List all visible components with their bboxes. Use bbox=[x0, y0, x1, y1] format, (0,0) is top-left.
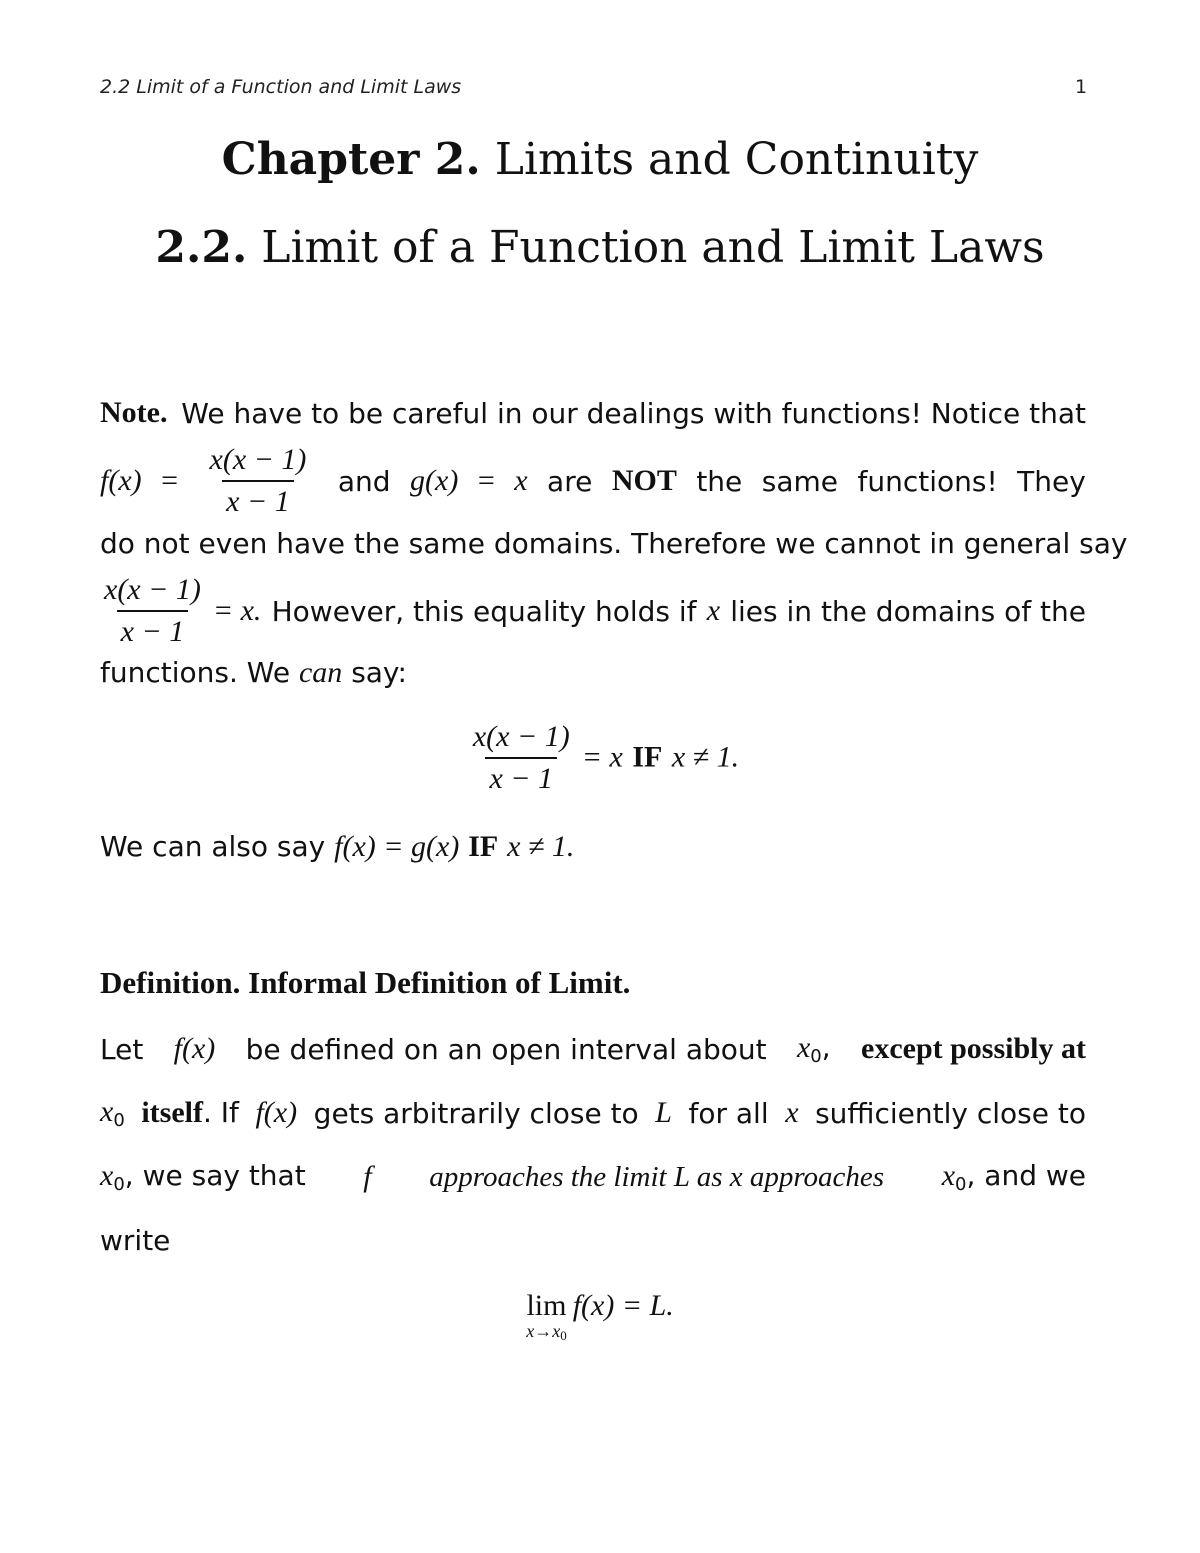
note-text-5a: functions. We bbox=[100, 656, 291, 689]
definition-line-3 bbox=[100, 1159, 1086, 1195]
lim-subscript-text: x→x bbox=[526, 1321, 561, 1341]
def-text-1: be defined on an open interval about bbox=[245, 1032, 767, 1066]
display-condition: x ≠ 1. bbox=[671, 740, 740, 774]
note-label: Note. bbox=[100, 396, 168, 429]
def-x0-2-sub: 0 bbox=[113, 1110, 125, 1131]
def-x0-3-sub: 0 bbox=[113, 1174, 125, 1195]
page-number: 1 bbox=[1075, 76, 1088, 98]
def-x0-4-sub: 0 bbox=[955, 1174, 967, 1195]
word-not: NOT bbox=[611, 464, 677, 497]
note-text-1: We have to be careful in our dealings with functions! Notice that bbox=[181, 396, 1086, 430]
chapter-title bbox=[0, 134, 1200, 185]
def-itself-group bbox=[141, 1096, 239, 1130]
def-x0-4-var: x bbox=[941, 1159, 956, 1192]
def-x0-3-var: x bbox=[100, 1159, 114, 1192]
def-L: L bbox=[655, 1096, 672, 1129]
def-x0-4 bbox=[942, 1159, 1086, 1195]
def-say-that: , we say that bbox=[124, 1159, 306, 1192]
running-header-title: 2.2 Limit of a Function and Limit Laws bbox=[100, 76, 462, 98]
fraction-2-denominator: x − 1 bbox=[117, 610, 189, 649]
lim-subscript bbox=[526, 1322, 566, 1345]
note-text-4b: lies in the domains of the bbox=[730, 594, 1086, 628]
definition-line-4: write bbox=[100, 1224, 171, 1257]
word-the: the bbox=[696, 464, 743, 498]
def-except-possibly: except possibly at bbox=[861, 1032, 1086, 1065]
word-they: They bbox=[1017, 464, 1086, 498]
def-fx-1: f(x) bbox=[173, 1032, 216, 1065]
section-title bbox=[0, 222, 1200, 273]
fraction-f bbox=[206, 443, 311, 519]
g-of-x: g(x) bbox=[410, 464, 459, 497]
section-label: 2.2. bbox=[155, 222, 248, 273]
display-equation bbox=[0, 720, 1200, 796]
word-and: and bbox=[337, 464, 391, 498]
fraction-2-numerator: x(x − 1) bbox=[104, 573, 201, 606]
def-x0-2 bbox=[100, 1095, 125, 1131]
lim-word: lim bbox=[526, 1289, 567, 1322]
note-text-5b: say: bbox=[351, 656, 407, 689]
limit-rhs: f(x) = L. bbox=[572, 1289, 674, 1322]
def-x0-1 bbox=[797, 1031, 831, 1067]
def-and-we: , and we bbox=[966, 1159, 1086, 1192]
chapter-name: Limits and Continuity bbox=[494, 134, 979, 185]
def-x0-3 bbox=[100, 1159, 306, 1195]
fraction-equality bbox=[100, 573, 261, 649]
display-eq-x: = x bbox=[581, 740, 623, 774]
also-condition: x ≠ 1. bbox=[507, 830, 575, 863]
also-if: IF bbox=[468, 830, 499, 863]
def-x0-2-var: x bbox=[100, 1095, 114, 1128]
def-approaches-phrase: approaches the limit L as x approaches bbox=[429, 1160, 885, 1193]
note-text-6: We can also say bbox=[100, 830, 326, 863]
note-line-6 bbox=[100, 830, 1086, 864]
def-if: . If bbox=[202, 1096, 239, 1129]
word-same: same bbox=[761, 464, 838, 498]
def-comma-1: , bbox=[821, 1031, 831, 1064]
word-can: can bbox=[298, 656, 343, 689]
note-line-5 bbox=[100, 656, 1086, 690]
display-fraction-denominator: x − 1 bbox=[485, 757, 557, 796]
chapter-label: Chapter 2. bbox=[221, 134, 481, 185]
def-itself: itself bbox=[141, 1096, 203, 1129]
definition-label: Definition. bbox=[100, 965, 241, 1000]
def-fx-2: f(x) bbox=[255, 1096, 298, 1129]
section-name: Limit of a Function and Limit Laws bbox=[261, 222, 1045, 273]
display-fraction-numerator: x(x − 1) bbox=[472, 720, 570, 753]
def-f: f bbox=[363, 1160, 372, 1193]
word-functions: functions! bbox=[857, 464, 998, 498]
f-equals-g: f(x) = g(x) bbox=[334, 830, 460, 863]
def-text-2: gets arbitrarily close to bbox=[313, 1096, 639, 1130]
equals-sign: = bbox=[161, 464, 179, 497]
note-line-1 bbox=[100, 396, 1086, 430]
equals-sign-2: = bbox=[477, 464, 495, 497]
note-line-3: do not even have the same domains. Therefore we cannot in general say bbox=[100, 527, 1128, 560]
lim-subscript-sub: 0 bbox=[560, 1328, 567, 1343]
def-x: x bbox=[785, 1096, 799, 1129]
fraction-numerator: x(x − 1) bbox=[209, 443, 307, 476]
def-let: Let bbox=[100, 1032, 144, 1066]
limit-operator bbox=[526, 1290, 566, 1345]
definition-line-2 bbox=[100, 1095, 1086, 1131]
f-of-x: f(x) bbox=[100, 464, 142, 497]
equals-x: = x. bbox=[212, 594, 262, 627]
definition-line-1 bbox=[100, 1031, 1086, 1067]
def-x0-1-sub: 0 bbox=[810, 1046, 822, 1067]
def-x0-1-var: x bbox=[796, 1031, 811, 1064]
definition-title: Informal Definition of Limit. bbox=[248, 965, 631, 1000]
display-if: IF bbox=[632, 740, 663, 774]
display-fraction bbox=[469, 720, 574, 796]
note-text-4a: However, this equality holds if bbox=[271, 594, 697, 628]
fraction-denominator: x − 1 bbox=[222, 480, 294, 519]
def-text-2b: sufficiently close to bbox=[815, 1096, 1086, 1130]
note-line-4 bbox=[100, 570, 1086, 652]
var-x-2: x bbox=[706, 594, 721, 627]
definition-heading bbox=[100, 965, 1086, 1001]
fraction-2 bbox=[100, 573, 205, 649]
def-for-all: for all bbox=[688, 1096, 769, 1130]
var-x: x bbox=[514, 464, 528, 497]
word-are: are bbox=[547, 464, 593, 498]
note-line-2 bbox=[100, 440, 1086, 522]
limit-equation bbox=[0, 1290, 1200, 1345]
